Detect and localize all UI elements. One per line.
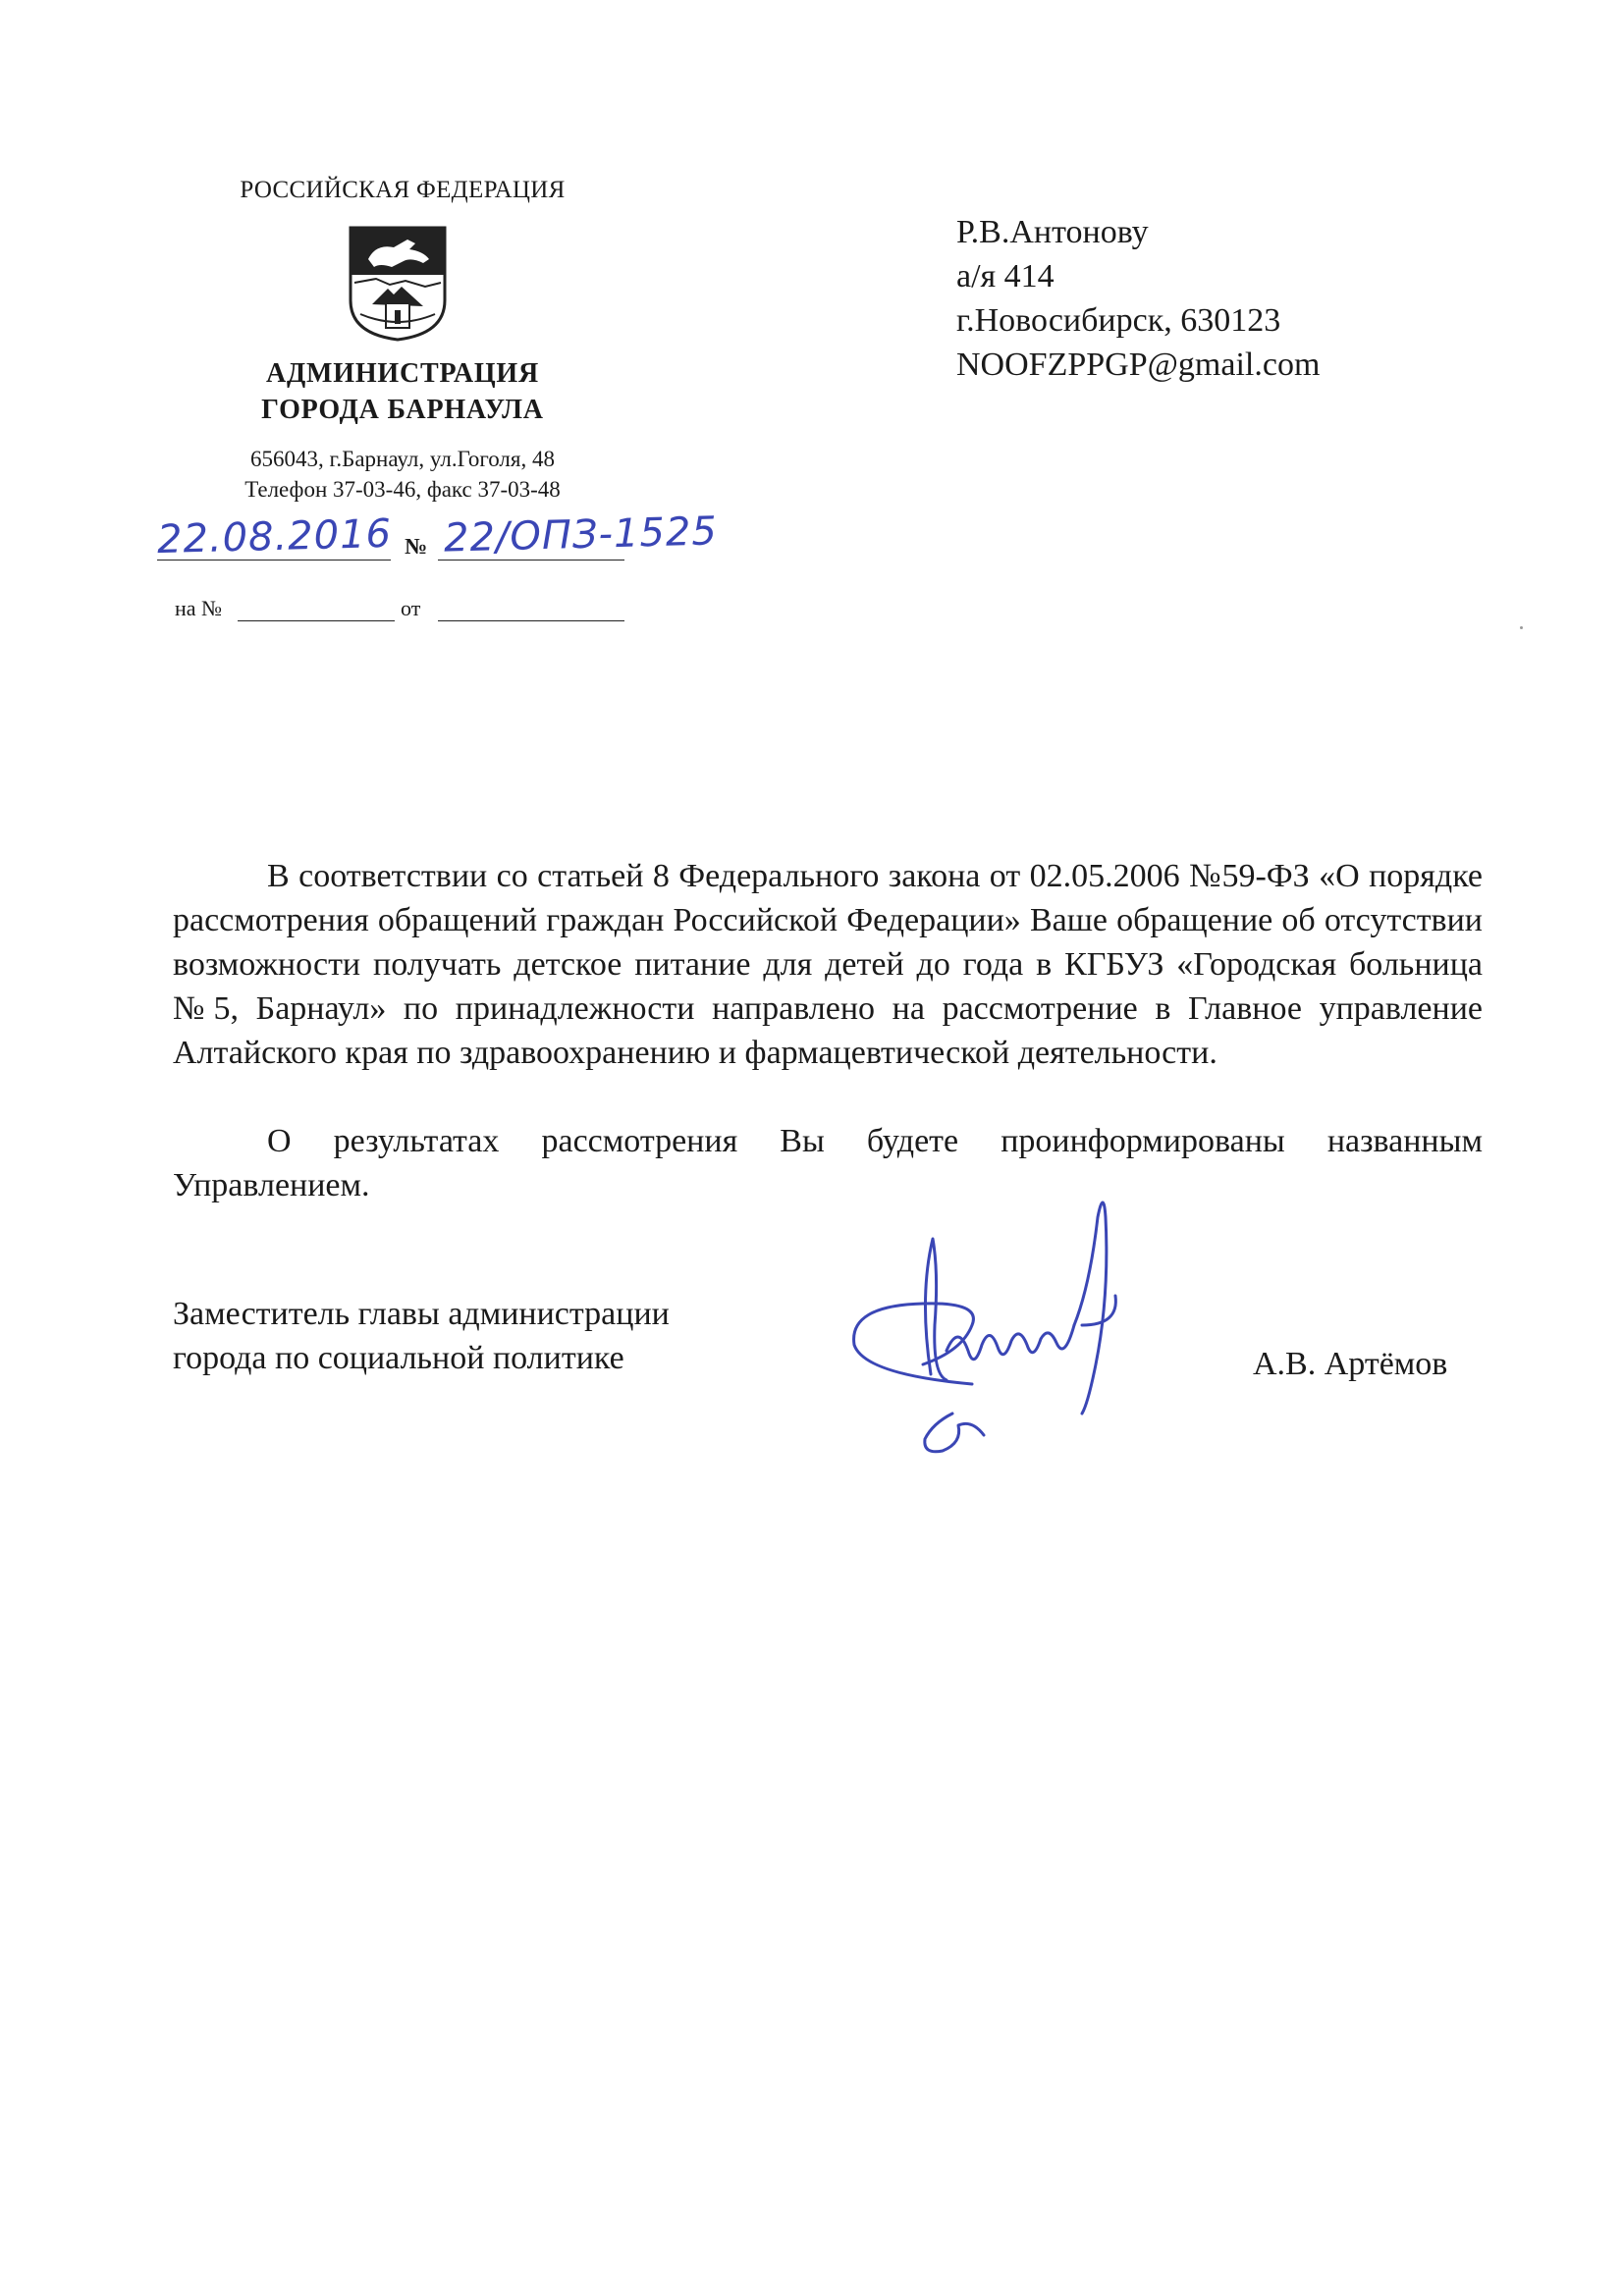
body-paragraph: О результатах рассмотрения Вы будете проинформированы названным Управлением. [173,1123,1483,1203]
body-paragraph: В соответствии со статьей 8 Федерального закона от 02.05.2006 №59-ФЗ «О порядке рассмотрения обращений граждан Российской Федерации» Ваше обращение об отсутствии возможности получать детское питание для детей до года в КГБУЗ «Городская больница №5, Барнаул» по принадлежности направлено на рассмотрение в Главное управление Алтайского края по здравоохранению и фармацевтической деятельности. [173,858,1483,1071]
signer-position-line1: Заместитель главы администрации [173,1296,670,1332]
scan-speck [1520,626,1523,629]
recipient-name: Р.В.Антонову [956,214,1149,250]
registration-date-line [157,560,391,561]
organization-name-line2: ГОРОДА БАРНАУЛА [261,395,544,425]
country-name: РОССИЙСКАЯ ФЕДЕРАЦИЯ [240,177,566,203]
reference-date-label: от [401,596,421,620]
recipient-city: г.Новосибирск, 630123 [956,302,1281,339]
registration-number: 22/ОПЗ-1525 [443,508,719,561]
recipient-email: NOOFZPPGP@gmail.com [956,347,1321,383]
registration-number-line [438,560,624,561]
barnaul-coat-of-arms-icon [347,224,449,344]
registration-date: 22.08.2016 [156,510,393,563]
organization-phone-fax: Телефон 37-03-46, факс 37-03-48 [244,477,561,502]
organization-name-line1: АДМИНИСТРАЦИЯ [265,358,540,389]
reference-number-label: на № [175,596,223,620]
recipient-po-box: а/я 414 [956,258,1055,294]
reference-date-line [438,620,624,621]
reference-number-line [238,620,395,621]
signer-name: А.В. Артёмов [1253,1346,1448,1382]
registration-number-label: № [405,534,428,559]
organization-address: 656043, г.Барнаул, ул.Гоголя, 48 [250,447,555,471]
handwritten-signature [825,1178,1178,1463]
signer-position-line2: города по социальной политике [173,1340,624,1376]
